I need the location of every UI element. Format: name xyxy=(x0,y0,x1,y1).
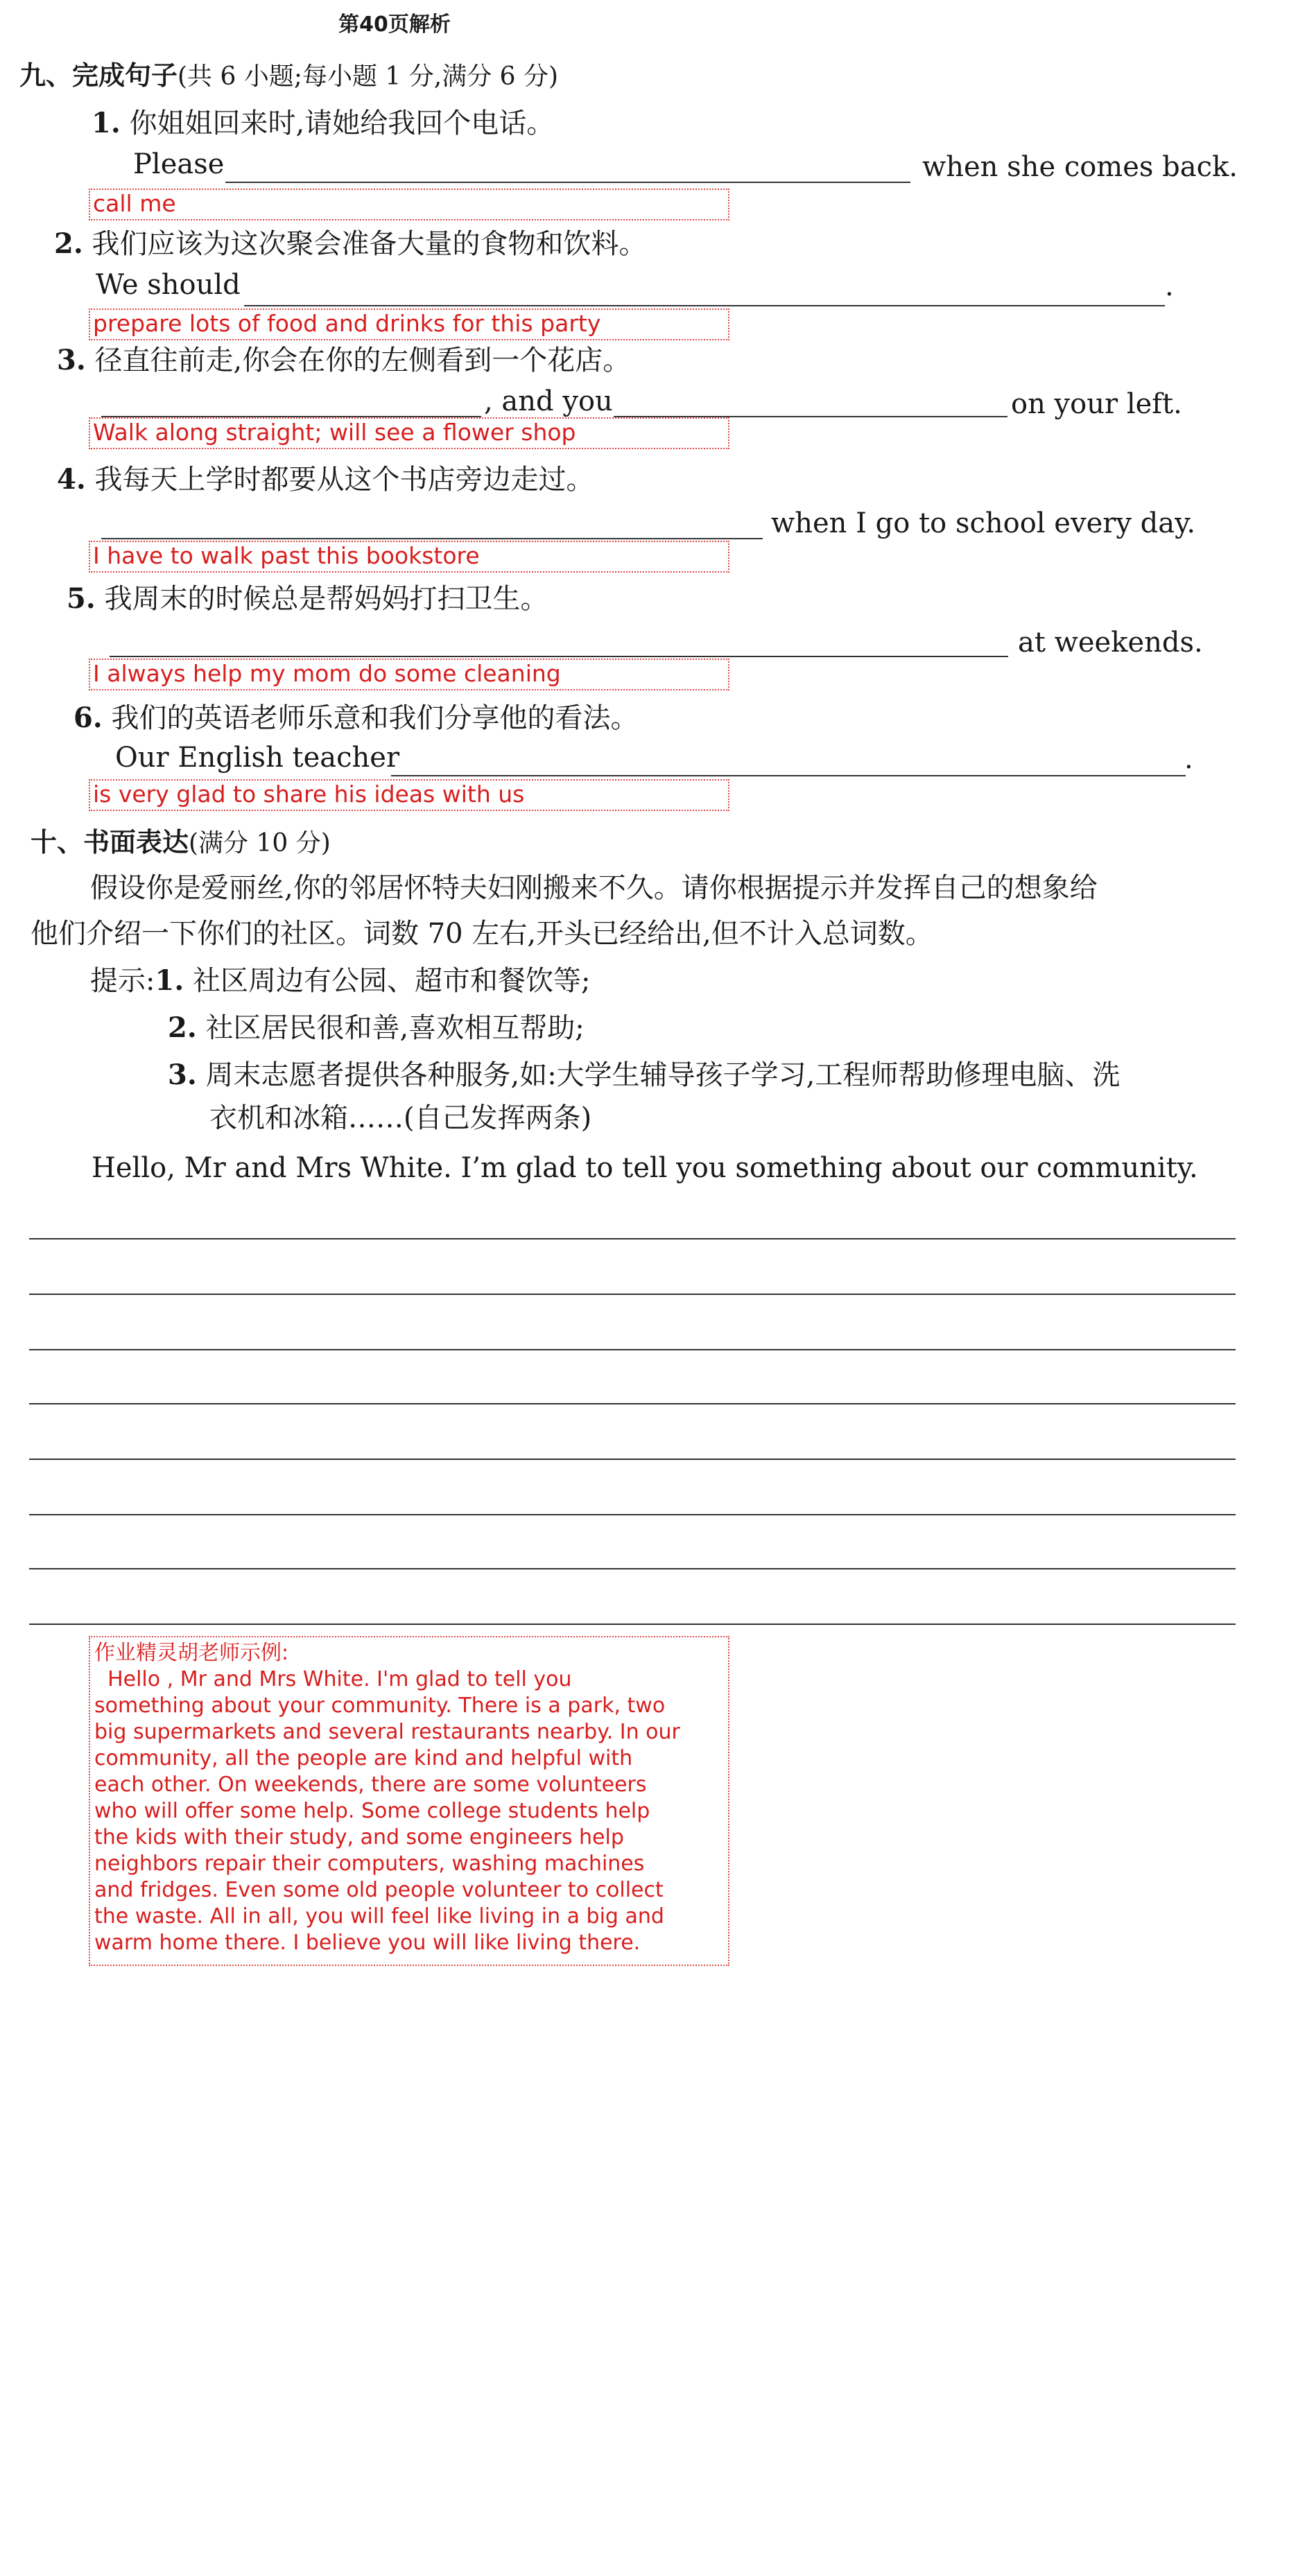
item-3-middle: , and you xyxy=(484,385,613,417)
essay-opening: Hello, Mr and Mrs White. I’m glad to tell you something about our community. xyxy=(92,1152,1198,1184)
item-6-answer: is very glad to share his ideas with us xyxy=(89,779,729,811)
item-3-chinese: 径直往前走,你会在你的左侧看到一个花店。 xyxy=(94,345,631,376)
item-1-chinese: 你姐姐回来时,请她给我回个电话。 xyxy=(129,107,555,139)
item-5-answer: I always help my mom do some cleaning xyxy=(89,659,729,690)
item-5-suffix: at weekends. xyxy=(1018,627,1203,659)
writing-line xyxy=(29,1624,1236,1625)
writing-line xyxy=(29,1514,1236,1515)
item-6-blank xyxy=(391,775,1186,776)
item-2-blank xyxy=(244,305,1165,306)
item-1-number: 1. xyxy=(92,107,121,139)
prompt-line-1: 假设你是爱丽丝,你的邻居怀特夫妇刚搬来不久。请你根据提示并发挥自己的想象给 xyxy=(90,872,1098,904)
writing-line xyxy=(29,1459,1236,1460)
item-4-chinese: 我每天上学时都要从这个书店旁边走过。 xyxy=(94,464,594,496)
item-5-blank xyxy=(110,656,1008,657)
item-3-number: 3. xyxy=(57,344,86,376)
item-4-answer: I have to walk past this bookstore xyxy=(89,541,729,573)
section-10-header xyxy=(31,821,331,859)
writing-line xyxy=(29,1403,1236,1404)
hint-2-text: 社区居民很和善,喜欢相互帮助; xyxy=(205,1012,585,1044)
item-5-chinese: 我周末的时候总是帮妈妈打扫卫生。 xyxy=(104,583,548,615)
item-1-suffix: when she comes back. xyxy=(922,151,1238,183)
item-6-chinese: 我们的英语老师乐意和我们分享他的看法。 xyxy=(111,702,639,734)
item-3-question xyxy=(57,338,630,378)
writing-line xyxy=(29,1294,1236,1295)
item-2-answer: prepare lots of food and drinks for this party xyxy=(89,308,729,340)
section-9-scoring: (共 6 小题;每小题 1 分,满分 6 分) xyxy=(178,62,559,91)
item-5-question xyxy=(67,577,548,616)
hint-3-continued: 衣机和冰箱……(自己发挥两条) xyxy=(209,1102,592,1134)
writing-line xyxy=(29,1349,1236,1350)
item-1-answer: call me xyxy=(89,189,729,220)
hint-1-number: 1. xyxy=(155,964,184,997)
item-3-suffix: on your left. xyxy=(1011,388,1182,420)
item-1-prefix: Please xyxy=(133,148,225,180)
prompt-line-2: 他们介绍一下你们的社区。词数 70 左右,开头已经给出,但不计入总词数。 xyxy=(31,918,933,950)
item-4-number: 4. xyxy=(57,463,86,496)
item-1-blank xyxy=(225,182,910,183)
item-5-number: 5. xyxy=(67,582,96,615)
sample-answer-box xyxy=(89,1636,729,1966)
page-title: 第40页解析 xyxy=(338,12,451,37)
item-2-suffix: . xyxy=(1165,270,1174,302)
hints-label: 提示: xyxy=(90,965,155,997)
item-6-number: 6. xyxy=(73,702,103,734)
writing-line xyxy=(29,1568,1236,1569)
item-6-question xyxy=(73,696,638,736)
section-10-title: 十、书面表达 xyxy=(31,826,189,858)
sample-answer-header: 作业精灵胡老师示例: xyxy=(94,1641,289,1665)
section-10-scoring: (满分 10 分) xyxy=(189,829,331,858)
item-4-suffix: when I go to school every day. xyxy=(771,507,1196,539)
hint-3 xyxy=(168,1052,1120,1098)
section-9-header xyxy=(19,54,558,92)
item-2-number: 2. xyxy=(54,227,83,260)
sample-answer-text: Hello , Mr and Mrs White. I'm glad to tell you something about your community. There is a park, two big supermarkets and several restaurants nearby. In our community, all the people are kind and helpful with each other. On weekends, there are some volunteers who will offer some help. Some college students help the kids with their study, and some engineers help neighbors repair their computers, washing machines and fridges. Even some old people volunteer to collect the waste. All in all, you will feel like living in a big and warm home there. I believe you will like living there. xyxy=(94,1667,680,1955)
item-2-question xyxy=(54,222,646,261)
hint-1-text: 社区周边有公园、超市和餐饮等; xyxy=(192,965,591,997)
hint-1 xyxy=(90,958,590,1004)
section-9-title: 九、完成句子 xyxy=(19,60,178,91)
item-2-prefix: We should xyxy=(96,269,241,301)
writing-line xyxy=(29,1238,1236,1239)
item-4-blank xyxy=(101,538,763,539)
hint-3-number: 3. xyxy=(168,1059,197,1091)
item-4-question xyxy=(57,458,594,497)
item-2-chinese: 我们应该为这次聚会准备大量的食物和饮料。 xyxy=(92,228,647,260)
hint-2-number: 2. xyxy=(168,1011,197,1044)
item-6-prefix: Our English teacher xyxy=(115,742,400,774)
item-6-suffix: . xyxy=(1184,743,1193,775)
item-3-answer: Walk along straight; will see a flower shop xyxy=(89,417,729,449)
item-1-question xyxy=(92,101,554,141)
hint-2 xyxy=(168,1005,585,1051)
hint-3-text: 周末志愿者提供各种服务,如:大学生辅导孩子学习,工程师帮助修理电脑、洗 xyxy=(205,1059,1121,1091)
